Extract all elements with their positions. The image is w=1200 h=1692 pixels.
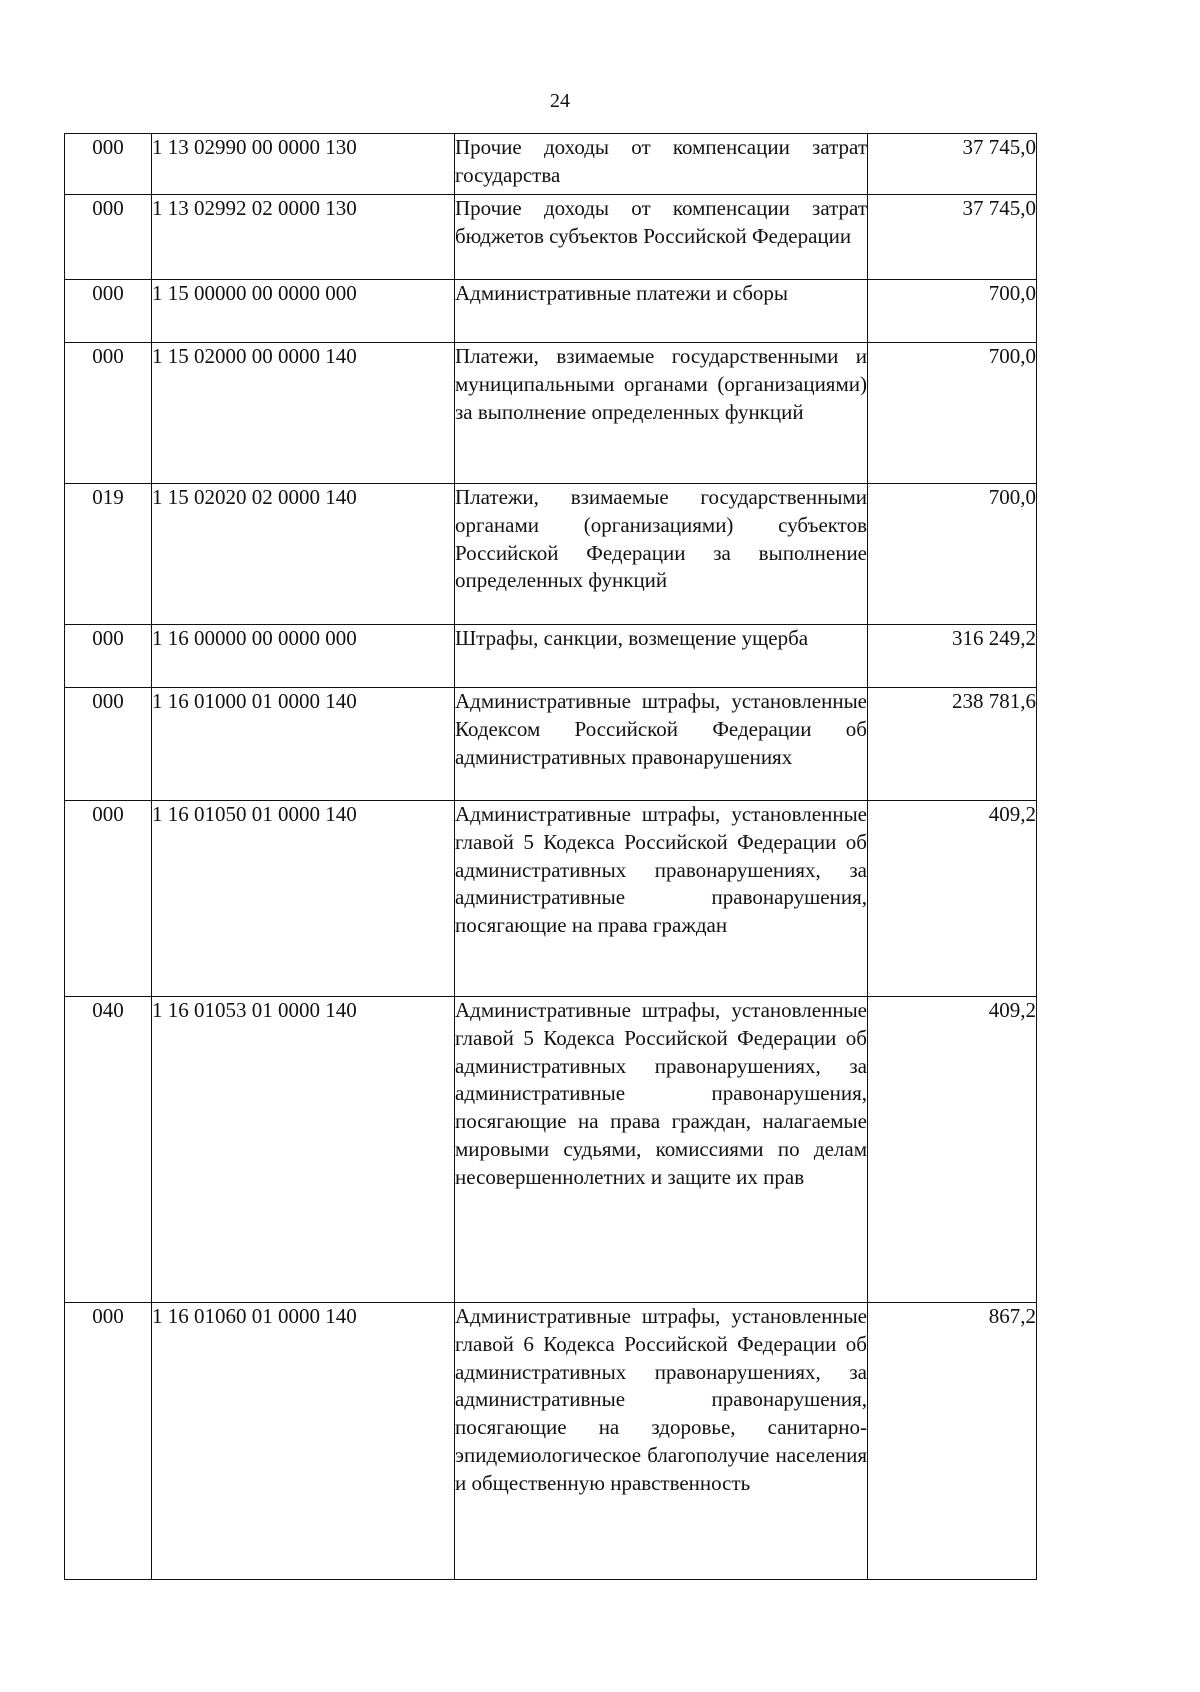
admin-code-cell: 000 bbox=[65, 688, 152, 801]
revenue-name-cell: Прочие доходы от компенсации затрат государства bbox=[455, 134, 868, 195]
revenue-name-cell: Административные штрафы, установленные Кодексом Российской Федерации об административных правонарушениях bbox=[455, 688, 868, 801]
budget-classification-code-cell: 1 13 02992 02 0000 130 bbox=[152, 195, 455, 280]
budget-classification-code-cell: 1 16 01050 01 0000 140 bbox=[152, 801, 455, 997]
admin-code-cell: 000 bbox=[65, 134, 152, 195]
revenue-name-cell: Административные штрафы, установленные главой 6 Кодекса Российской Федерации об административных правонарушениях, за административные правонарушения, посягающие на здоровье, санитарно-эпидемиологическое благополучие населения и общественную нравственность bbox=[455, 1303, 868, 1580]
admin-code-cell: 000 bbox=[65, 195, 152, 280]
amount-cell: 409,2 bbox=[868, 997, 1037, 1303]
admin-code-cell: 000 bbox=[65, 343, 152, 484]
table-row bbox=[65, 343, 1037, 484]
budget-classification-code-cell: 1 15 02020 02 0000 140 bbox=[152, 484, 455, 625]
admin-code-cell: 040 bbox=[65, 997, 152, 1303]
revenue-name-cell: Прочие доходы от компенсации затрат бюджетов субъектов Российской Федерации bbox=[455, 195, 868, 280]
amount-cell: 409,2 bbox=[868, 801, 1037, 997]
table-row bbox=[65, 1303, 1037, 1580]
table-row bbox=[65, 801, 1037, 997]
table-row bbox=[65, 195, 1037, 280]
amount-cell: 37 745,0 bbox=[868, 195, 1037, 280]
budget-revenue-table bbox=[64, 133, 1037, 1580]
revenue-name-cell: Административные платежи и сборы bbox=[455, 280, 868, 343]
admin-code-cell: 000 bbox=[65, 625, 152, 688]
revenue-name-cell: Штрафы, санкции, возмещение ущерба bbox=[455, 625, 868, 688]
admin-code-cell: 019 bbox=[65, 484, 152, 625]
admin-code-cell: 000 bbox=[65, 801, 152, 997]
revenue-name-cell: Административные штрафы, установленные главой 5 Кодекса Российской Федерации об административных правонарушениях, за административные правонарушения, посягающие на права граждан, налагаемые мировыми судьями, комиссиями по делам несовершеннолетних и защите их прав bbox=[455, 997, 868, 1303]
amount-cell: 238 781,6 bbox=[868, 688, 1037, 801]
table-row bbox=[65, 625, 1037, 688]
budget-classification-code-cell: 1 16 01053 01 0000 140 bbox=[152, 997, 455, 1303]
revenue-name-cell: Платежи, взимаемые государственными и муниципальными органами (организациями) за выполнение определенных функций bbox=[455, 343, 868, 484]
revenue-name-cell: Административные штрафы, установленные главой 5 Кодекса Российской Федерации об административных правонарушениях, за административные правонарушения, посягающие на права граждан bbox=[455, 801, 868, 997]
admin-code-cell: 000 bbox=[65, 280, 152, 343]
revenue-name-cell: Платежи, взимаемые государственными органами (организациями) субъектов Российской Федерации за выполнение определенных функций bbox=[455, 484, 868, 625]
table-row bbox=[65, 997, 1037, 1303]
budget-classification-code-cell: 1 15 00000 00 0000 000 bbox=[152, 280, 455, 343]
page-number: 24 bbox=[550, 90, 570, 112]
table-row bbox=[65, 484, 1037, 625]
amount-cell: 867,2 bbox=[868, 1303, 1037, 1580]
budget-classification-code-cell: 1 16 01000 01 0000 140 bbox=[152, 688, 455, 801]
budget-classification-code-cell: 1 13 02990 00 0000 130 bbox=[152, 134, 455, 195]
budget-classification-code-cell: 1 16 01060 01 0000 140 bbox=[152, 1303, 455, 1580]
amount-cell: 700,0 bbox=[868, 484, 1037, 625]
amount-cell: 700,0 bbox=[868, 343, 1037, 484]
table-row bbox=[65, 280, 1037, 343]
admin-code-cell: 000 bbox=[65, 1303, 152, 1580]
budget-classification-code-cell: 1 15 02000 00 0000 140 bbox=[152, 343, 455, 484]
table-row bbox=[65, 134, 1037, 195]
amount-cell: 316 249,2 bbox=[868, 625, 1037, 688]
table-row bbox=[65, 688, 1037, 801]
budget-classification-code-cell: 1 16 00000 00 0000 000 bbox=[152, 625, 455, 688]
amount-cell: 37 745,0 bbox=[868, 134, 1037, 195]
amount-cell: 700,0 bbox=[868, 280, 1037, 343]
